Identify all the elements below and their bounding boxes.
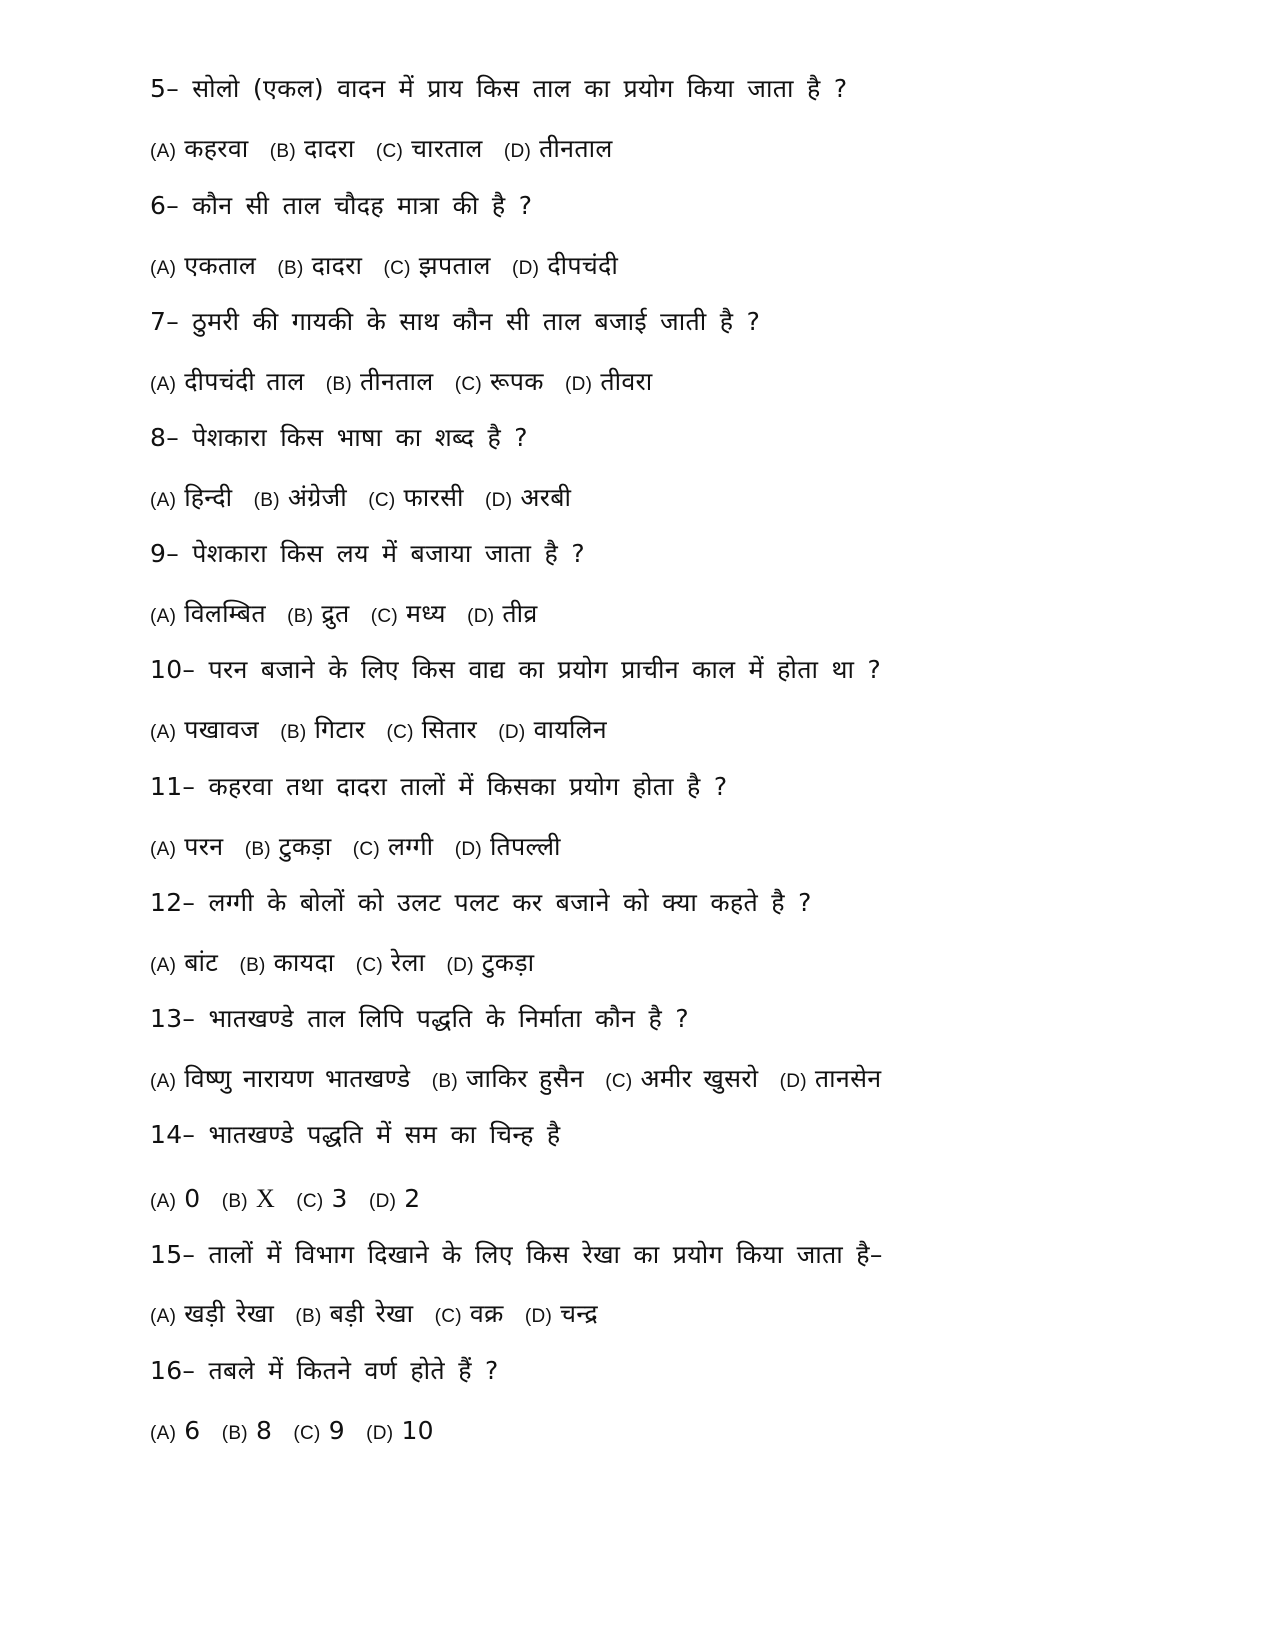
option-text: 6 bbox=[184, 1416, 201, 1445]
option-label: (A) bbox=[150, 1191, 177, 1212]
option-text: विलम्बित bbox=[184, 599, 266, 628]
options-12 bbox=[150, 946, 544, 983]
option-text: जाकिर हुसैन bbox=[465, 1064, 584, 1093]
option-label: (D) bbox=[503, 141, 532, 162]
options-13 bbox=[150, 1062, 891, 1099]
option-text: कायदा bbox=[273, 948, 335, 977]
option-label: (C) bbox=[370, 606, 399, 627]
option-label: (A) bbox=[150, 839, 177, 860]
option-label: (D) bbox=[454, 839, 482, 860]
option-label: (A) bbox=[150, 606, 177, 627]
option-text: दादरा bbox=[304, 134, 355, 163]
option-label: (A) bbox=[150, 1071, 177, 1092]
option-text: झपताल bbox=[418, 251, 491, 280]
option-text: 10 bbox=[401, 1416, 434, 1445]
option-label: (B) bbox=[244, 839, 271, 860]
option-label: (B) bbox=[239, 955, 266, 976]
options-7 bbox=[150, 365, 663, 402]
option-text: द्रुत bbox=[321, 599, 350, 628]
option-text: वायलिन bbox=[533, 715, 607, 744]
option-label: (D) bbox=[565, 374, 593, 395]
option-text: कहरवा bbox=[184, 134, 249, 163]
option-label: (D) bbox=[366, 1423, 394, 1444]
question-10: 10– परन बजाने के लिए किस वाद्य का प्रयोग प्राचीन काल में होता था ? bbox=[150, 655, 882, 684]
option-text: 9 bbox=[328, 1416, 345, 1445]
option-label: (A) bbox=[150, 1423, 177, 1444]
options-15 bbox=[150, 1297, 608, 1334]
option-label: (C) bbox=[454, 374, 483, 395]
option-text: चारताल bbox=[411, 134, 483, 163]
option-label: (A) bbox=[150, 1306, 177, 1327]
option-text: सितार bbox=[421, 715, 478, 744]
option-label: (C) bbox=[434, 1306, 462, 1327]
option-text: खड़ी रेखा bbox=[184, 1299, 275, 1328]
option-text: गिटार bbox=[314, 715, 366, 744]
option-text: मध्य bbox=[406, 599, 446, 628]
question-11: 11– कहरवा तथा दादरा तालों में किसका प्रयोग होता है ? bbox=[150, 772, 728, 801]
question-6: 6– कौन सी ताल चौदह मात्रा की है ? bbox=[150, 191, 533, 220]
question-5: 5– सोलो (एकल) वादन में प्राय किस ताल का प्रयोग किया जाता है ? bbox=[150, 74, 848, 103]
option-label: (C) bbox=[355, 955, 384, 976]
option-text: बड़ी रेखा bbox=[329, 1299, 414, 1328]
question-15: 15– तालों में विभाग दिखाने के लिए किस रेखा का प्रयोग किया जाता है– bbox=[150, 1240, 883, 1269]
option-text: 3 bbox=[331, 1184, 348, 1213]
option-text: टुकड़ा bbox=[278, 832, 332, 861]
option-label: (D) bbox=[498, 722, 526, 743]
option-label: (C) bbox=[293, 1423, 321, 1444]
question-7: 7– ठुमरी की गायकी के साथ कौन सी ताल बजाई जाती है ? bbox=[150, 307, 761, 336]
option-text: टुकड़ा bbox=[481, 948, 535, 977]
option-text: अंग्रेजी bbox=[287, 483, 347, 512]
option-label: (D) bbox=[524, 1306, 553, 1327]
option-text: दादरा bbox=[311, 251, 363, 280]
options-9 bbox=[150, 597, 548, 634]
option-text: परन bbox=[184, 832, 224, 861]
option-text: चन्द्र bbox=[560, 1299, 598, 1328]
options-10 bbox=[150, 713, 617, 750]
option-label: (C) bbox=[296, 1191, 324, 1212]
options-8 bbox=[150, 481, 581, 518]
option-label: (B) bbox=[280, 722, 307, 743]
option-label: (D) bbox=[467, 606, 495, 627]
option-text: रूपक bbox=[490, 367, 544, 396]
option-label: (B) bbox=[253, 490, 280, 511]
option-label: (A) bbox=[150, 258, 177, 279]
option-label: (C) bbox=[386, 722, 414, 743]
option-text: हिन्दी bbox=[184, 483, 233, 512]
option-label: (B) bbox=[221, 1423, 248, 1444]
option-text: विष्णु नारायण भातखण्डे bbox=[184, 1064, 411, 1093]
option-label: (C) bbox=[605, 1071, 633, 1092]
question-16: 16– तबले में कितने वर्ण होते हैं ? bbox=[150, 1356, 499, 1385]
question-14: 14– भातखण्डे पद्धति में सम का चिन्ह है bbox=[150, 1120, 561, 1149]
options-11 bbox=[150, 830, 571, 867]
option-text: बांट bbox=[184, 948, 219, 977]
option-text: 8 bbox=[255, 1416, 273, 1445]
option-label: (B) bbox=[277, 258, 304, 279]
option-label: (D) bbox=[369, 1191, 397, 1212]
option-text: तीव्र bbox=[502, 599, 538, 628]
option-text: तीनताल bbox=[360, 367, 434, 396]
option-label: (D) bbox=[485, 490, 513, 511]
option-text: तिपल्ली bbox=[489, 832, 561, 861]
option-text: तीवरा bbox=[600, 367, 653, 396]
option-label: (A) bbox=[150, 374, 177, 395]
option-text: तीनताल bbox=[539, 134, 613, 163]
option-text: पखावज bbox=[184, 715, 260, 744]
option-label: (D) bbox=[779, 1071, 807, 1092]
option-label: (C) bbox=[368, 490, 396, 511]
option-label: (B) bbox=[221, 1191, 248, 1212]
option-label: (C) bbox=[375, 141, 404, 162]
question-8: 8– पेशकारा किस भाषा का शब्द है ? bbox=[150, 423, 528, 452]
option-text: 2 bbox=[404, 1184, 421, 1213]
option-label: (C) bbox=[383, 258, 411, 279]
question-9: 9– पेशकारा किस लय में बजाया जाता है ? bbox=[150, 539, 585, 568]
options-5 bbox=[150, 132, 623, 169]
option-label: (D) bbox=[512, 258, 540, 279]
question-13: 13– भातखण्डे ताल लिपि पद्धति के निर्माता कौन है ? bbox=[150, 1004, 689, 1033]
option-label: (B) bbox=[431, 1071, 458, 1092]
option-text: एकताल bbox=[184, 251, 257, 280]
option-text: दीपचंदी ताल bbox=[184, 367, 305, 396]
option-label: (A) bbox=[150, 722, 177, 743]
options-14 bbox=[150, 1182, 431, 1219]
option-label: (B) bbox=[295, 1306, 322, 1327]
options-16 bbox=[150, 1414, 444, 1451]
option-text: 0 bbox=[184, 1184, 201, 1213]
option-label: (B) bbox=[269, 141, 296, 162]
option-text: तानसेन bbox=[814, 1064, 882, 1093]
option-text: अरबी bbox=[520, 483, 572, 512]
option-label: (A) bbox=[150, 955, 177, 976]
option-text: वक्र bbox=[469, 1299, 504, 1328]
option-label: (B) bbox=[287, 606, 314, 627]
option-label: (C) bbox=[352, 839, 381, 860]
option-text: फारसी bbox=[403, 483, 464, 512]
question-12: 12– लग्गी के बोलों को उलट पलट कर बजाने को क्या कहते है ? bbox=[150, 888, 812, 917]
option-text: लग्गी bbox=[388, 832, 434, 861]
option-text: दीपचंदी bbox=[547, 251, 619, 280]
option-text: X bbox=[255, 1184, 276, 1213]
option-label: (D) bbox=[446, 955, 474, 976]
option-label: (A) bbox=[150, 141, 177, 162]
option-label: (B) bbox=[325, 374, 353, 395]
option-text: रेला bbox=[391, 948, 426, 977]
option-label: (A) bbox=[150, 490, 177, 511]
options-6 bbox=[150, 249, 628, 286]
option-text: अमीर खुसरो bbox=[640, 1064, 759, 1093]
